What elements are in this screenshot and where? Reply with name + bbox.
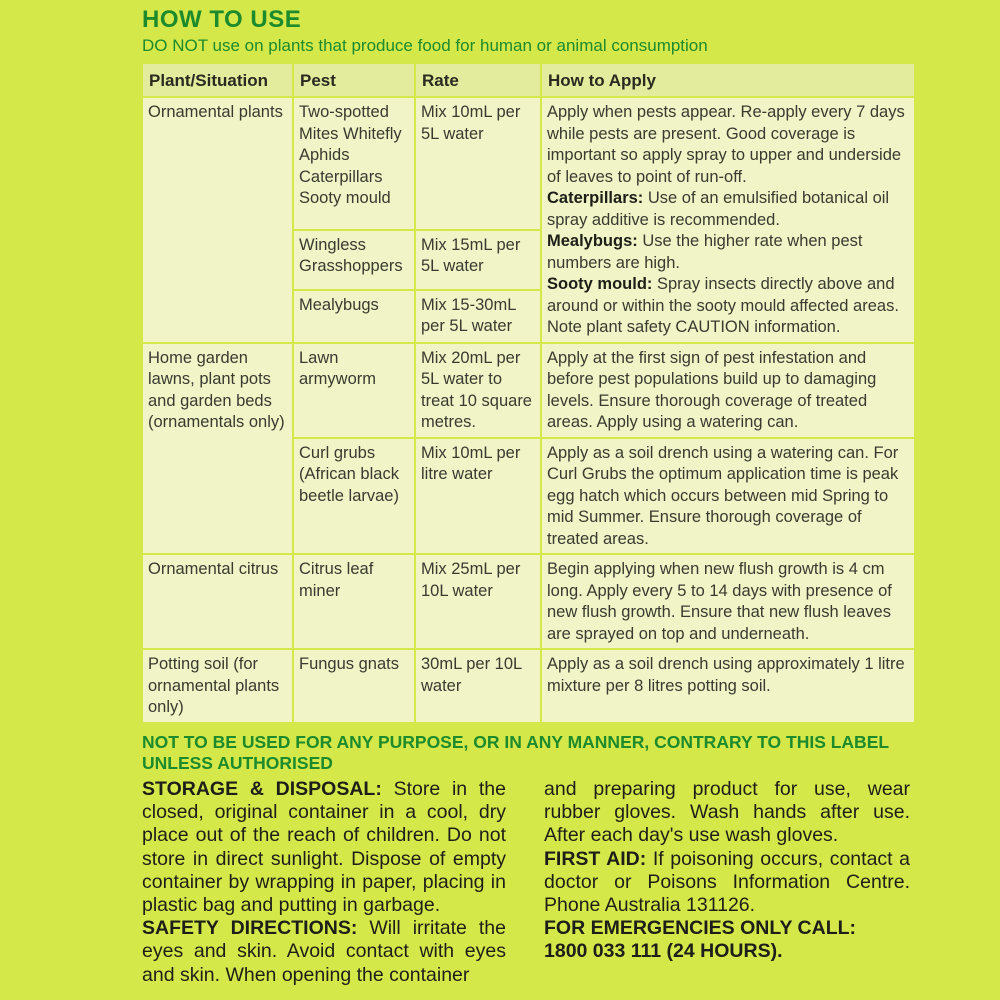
storage-label: STORAGE & DISPOSAL: [142, 778, 382, 800]
rate-cell: Mix 15mL per 5L water [415, 230, 541, 290]
header-rate: Rate [415, 63, 541, 97]
how-text: Use the higher rate when pest numbers are high. [547, 232, 863, 272]
plant-cell: Home garden lawns, plant pots and garden beds (ornamentals only) [142, 343, 293, 555]
how-label-caterpillars: Caterpillars: [547, 189, 644, 207]
emergency-number: 1800 033 111 (24 HOURS). [544, 940, 783, 963]
how-cell: Apply at the first sign of pest infestation and before pest populations build up to damaging levels. Ensure thorough coverage of treated areas. Apply using a watering can. [541, 343, 915, 438]
how-label-mealybugs: Mealybugs: [547, 232, 638, 250]
rate-cell: Mix 10mL per litre water [415, 438, 541, 555]
header-plant-situation: Plant/Situation [142, 63, 293, 97]
pest-cell: Lawn armyworm [293, 343, 415, 438]
table-row [142, 343, 915, 438]
first-aid-label: FIRST AID: [544, 847, 647, 870]
safety-text-continued: and preparing product for use, wear rubber gloves. Wash hands after use. After each day's use wash gloves. [544, 778, 910, 847]
pest-cell: Two-spotted Mites Whitefly Aphids Caterpillars Sooty mould [293, 97, 415, 230]
right-text-column [544, 778, 910, 964]
rate-cell: Mix 10mL per 5L water [415, 97, 541, 230]
how-text: Spray insects directly above and around or within the sooty mould affected areas. Note plant safety CAUTION information. [547, 275, 899, 336]
header-pest: Pest [293, 63, 415, 97]
table-row [142, 649, 915, 723]
first-aid-text: If poisoning occurs, contact a doctor or Poisons Information Centre. Phone Australia 131126. [544, 847, 910, 917]
rate-cell: Mix 15-30mL per 5L water [415, 290, 541, 343]
header-how-to-apply: How to Apply [541, 63, 915, 97]
table-row [142, 97, 915, 230]
how-label-sooty-mould: Sooty mould: [547, 275, 653, 293]
directions-table [141, 62, 914, 724]
pest-cell: Curl grubs (African black beetle larvae) [293, 438, 415, 555]
rate-cell: Mix 25mL per 10L water [415, 554, 541, 649]
left-text-column [142, 778, 506, 987]
emergency-heading: FOR EMERGENCIES ONLY CALL: [544, 917, 857, 940]
plant-cell: Potting soil (for ornamental plants only) [142, 649, 293, 723]
section-heading: HOW TO USE [142, 6, 302, 33]
rate-cell: 30mL per 10L water [415, 649, 541, 723]
plant-cell: Ornamental plants [142, 97, 293, 343]
storage-text: Store in the closed, original container in a cool, dry place out of the reach of children. Do not store in direct sunlight. Dispose of empty container by wrapping in paper, placing in plastic bag and putting in garbage. [142, 778, 506, 917]
authorised-use-notice: NOT TO BE USED FOR ANY PURPOSE, OR IN ANY MANNER, CONTRARY TO THIS LABEL UNLESS AUTHORISED [142, 732, 889, 773]
safety-label: SAFETY DIRECTIONS: [142, 917, 358, 940]
table-header-row [142, 63, 915, 97]
pest-cell: Citrus leaf miner [293, 554, 415, 649]
how-cell: Apply as a soil drench using approximately 1 litre mixture per 8 litres potting soil. [541, 649, 915, 723]
pest-cell: Wingless Grasshoppers [293, 230, 415, 290]
how-text: Use of an emulsified botanical oil spray additive is recommended. [547, 189, 890, 229]
table-row [142, 554, 915, 649]
how-cell: Apply as a soil drench using a watering can. For Curl Grubs the optimum application time is peak egg hatch which occurs between mid Spring to mid Summer. Ensure thorough coverage of treated areas. [541, 438, 915, 555]
pest-cell: Mealybugs [293, 290, 415, 343]
how-text: Apply when pests appear. Re-apply every 7 days while pests are present. Good coverage is important so apply spray to upper and underside of leaves to point of run-off. [547, 103, 905, 186]
food-warning: DO NOT use on plants that produce food for human or animal consumption [142, 36, 708, 55]
pest-cell: Fungus gnats [293, 649, 415, 723]
plant-cell: Ornamental citrus [142, 554, 293, 649]
how-cell: Begin applying when new flush growth is 4 cm long. Apply every 5 to 14 days with presence of new flush growth. Ensure that new flush leaves are sprayed on top and underneath. [541, 554, 915, 649]
how-cell [541, 97, 915, 343]
safety-text: Will irritate the eyes and skin. Avoid contact with eyes and skin. When opening the container [142, 917, 506, 986]
rate-cell: Mix 20mL per 5L water to treat 10 square metres. [415, 343, 541, 438]
